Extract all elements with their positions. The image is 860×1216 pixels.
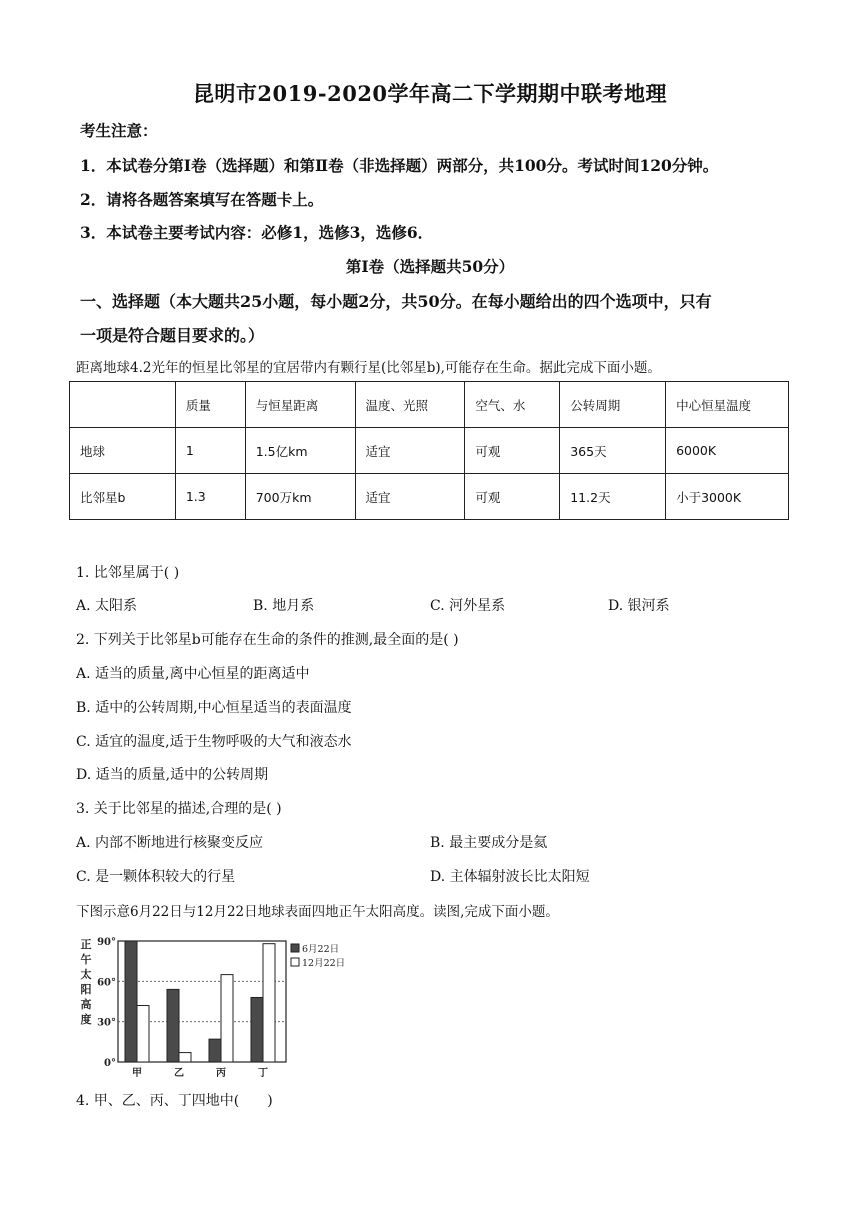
chart-y-tick-label: 90° (97, 937, 116, 948)
table-cell: 1.5亿km (245, 428, 355, 474)
chart-y-tick-label: 30° (97, 1017, 116, 1029)
table-header-cell: 空气、水 (465, 382, 560, 428)
section-heading-line2: 一项是符合题目要求的。） (80, 326, 265, 345)
chart-y-axis-label-char: 太 (80, 968, 92, 981)
question-3-option-b: B. 最主要成分是氦 (430, 835, 548, 851)
table-cell: 365天 (560, 428, 666, 474)
chart-y-axis-label (81, 937, 92, 1026)
notice-item-3: 3．本试卷主要考试内容：必修1，选修3，选修6． (80, 223, 434, 242)
chart-bar (179, 1053, 191, 1062)
chart-bar (263, 944, 275, 1062)
part-title: 第Ⅰ卷（选择题共50分） (345, 257, 515, 276)
chart-bar (137, 1006, 149, 1062)
question-1-stem: 1. 比邻星属于( ) (76, 565, 180, 581)
table-cell: 比邻星b (70, 474, 176, 520)
chart-legend-swatch (291, 944, 299, 952)
table-cell: 小于3000K (666, 474, 789, 520)
sun-altitude-bar-chart (76, 936, 346, 1081)
table-header-cell: 与恒星距离 (245, 382, 355, 428)
table-cell: 可观 (465, 474, 560, 520)
chart-y-axis-label-char: 度 (80, 1013, 92, 1026)
chart-bar (209, 1039, 221, 1062)
notice-heading: 考生注意： (80, 121, 158, 140)
chart-bar (221, 975, 233, 1062)
table-cell: 6000K (666, 428, 789, 474)
table-header-cell: 温度、光照 (355, 382, 465, 428)
question-3-option-d: D. 主体辐射波长比太阳短 (430, 869, 590, 885)
table-header-row (70, 382, 789, 428)
question-2-stem: 2. 下列关于比邻星b可能存在生命的条件的推测,最全面的是( ) (76, 632, 459, 648)
question-2-option-a: A. 适当的质量,离中心恒星的距离适中 (76, 666, 310, 682)
chart-bar (125, 941, 137, 1062)
chart-bar (167, 989, 179, 1062)
table-cell: 700万km (245, 474, 355, 520)
table-header-cell (70, 382, 176, 428)
chart-legend-swatch (291, 958, 299, 966)
table-cell: 适宜 (355, 428, 465, 474)
table-cell: 11.2天 (560, 474, 666, 520)
notice-item-2: 2．请将各题答案填写在答题卡上。 (80, 190, 324, 209)
question-1-option-c: C. 河外星系 (430, 598, 506, 614)
chart-y-tick-label: 0° (104, 1058, 116, 1069)
planet-comparison-table (69, 381, 789, 520)
question-1-option-a: A. 太阳系 (76, 598, 138, 614)
chart-legend-label: 12月22日 (302, 958, 346, 969)
chart-legend-label: 6月22日 (302, 944, 340, 955)
chart-x-tick-label: 乙 (174, 1068, 184, 1079)
question-1-option-b: B. 地月系 (253, 598, 315, 614)
intro-paragraph-2: 下图示意6月22日与12月22日地球表面四地正午太阳高度。读图,完成下面小题。 (76, 904, 559, 920)
chart-bar (251, 997, 263, 1062)
chart-y-tick-label: 60° (97, 977, 116, 989)
page-title: 昆明市2019-2020学年高二下学期期中联考地理 (192, 81, 668, 106)
chart-x-tick-label: 丙 (216, 1068, 226, 1079)
question-2-option-c: C. 适宜的温度,适于生物呼吸的大气和液态水 (76, 734, 352, 750)
table-row (70, 428, 789, 474)
question-3-option-a: A. 内部不断地进行核聚变反应 (76, 835, 264, 851)
section-heading-line1: 一、选择题（本大题共25小题，每小题2分，共50分。在每小题给出的四个选项中，只有 (80, 292, 712, 311)
question-1-option-d: D. 银河系 (608, 598, 670, 614)
chart-y-axis-label-char: 正 (80, 938, 92, 951)
chart-y-axis-label-char: 午 (80, 953, 92, 966)
question-2-option-d: D. 适当的质量,适中的公转周期 (76, 767, 269, 783)
question-4-stem: 4. 甲、乙、丙、丁四地中( ) (76, 1093, 273, 1109)
question-3-stem: 3. 关于比邻星的描述,合理的是( ) (76, 801, 282, 817)
chart-x-tick-label: 丁 (258, 1068, 268, 1079)
table-row (70, 474, 789, 520)
table-cell: 适宜 (355, 474, 465, 520)
table-header-cell: 公转周期 (560, 382, 666, 428)
table-cell: 1 (175, 428, 245, 474)
intro-paragraph-1: 距离地球4.2光年的恒星比邻星的宜居带内有颗行星(比邻星b),可能存在生命。据此完成下面小题。 (76, 360, 661, 376)
notice-item-1: 1．本试卷分第Ⅰ卷（选择题）和第Ⅱ卷（非选择题）两部分，共100分。考试时间120分钟。 (80, 156, 719, 175)
table-header-cell: 中心恒星温度 (666, 382, 789, 428)
table-cell: 可观 (465, 428, 560, 474)
table-cell: 地球 (70, 428, 176, 474)
question-2-option-b: B. 适中的公转周期,中心恒星适当的表面温度 (76, 700, 352, 716)
table-cell: 1.3 (175, 474, 245, 520)
question-3-option-c: C. 是一颗体积较大的行星 (76, 869, 236, 885)
chart-x-tick-label: 甲 (132, 1068, 142, 1079)
chart-y-axis-label-char: 高 (80, 998, 92, 1011)
chart-y-axis-label-char: 阳 (80, 983, 92, 996)
table-header-cell: 质量 (175, 382, 245, 428)
